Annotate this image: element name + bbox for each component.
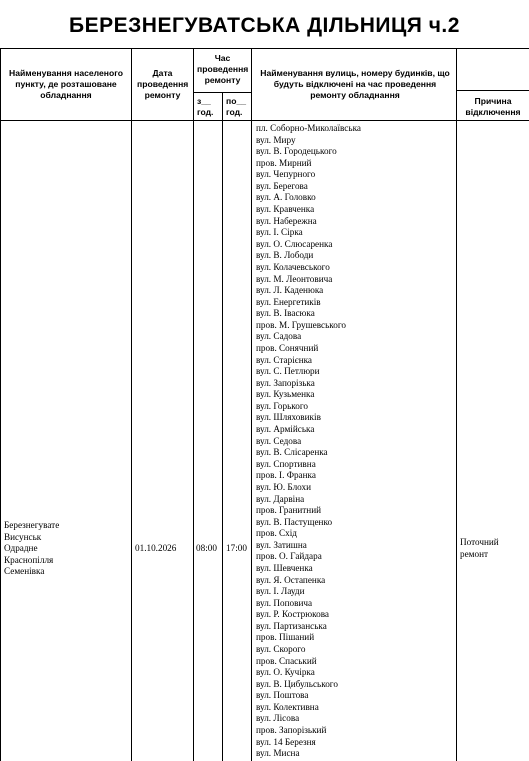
- street-item: вул. В. Городецького: [256, 146, 337, 157]
- reason-header-divider: [456, 90, 529, 91]
- time-from: 08:00: [196, 543, 217, 553]
- street-list: [256, 123, 456, 760]
- street-item: вул. А. Головко: [256, 192, 316, 203]
- street-item: вул. Енергетиків: [256, 296, 321, 307]
- time-header: Час проведення ремонту: [197, 53, 249, 85]
- street-item: вул. Поштова: [256, 690, 309, 701]
- col-divider-4: [251, 48, 252, 761]
- street-item: пров. І. Франка: [256, 470, 316, 481]
- reason-text: Поточний ремонт: [460, 537, 499, 559]
- street-item: вул. Армійська: [256, 424, 315, 435]
- settlement-header: Найменування населеного пункту, де розташоване обладнання: [9, 68, 123, 100]
- street-item: вул. Шевченка: [256, 562, 313, 573]
- street-item: вул. Поповича: [256, 597, 313, 608]
- street-item: вул. Миру: [256, 134, 296, 145]
- street-item: вул. Скорого: [256, 644, 306, 655]
- street-item: вул. Партизанська: [256, 620, 327, 631]
- street-item: вул. 14 Березня: [256, 736, 316, 747]
- settlement-item: Висунськ: [4, 531, 42, 542]
- street-item: вул. В. Цибульського: [256, 678, 338, 689]
- street-item: вул. Садова: [256, 331, 302, 342]
- settlement-item: Одрадне: [4, 543, 38, 554]
- street-item: вул. Горького: [256, 400, 308, 411]
- street-item: вул. Л. Каденюка: [256, 285, 324, 296]
- street-item: вул. Р. Кострюкова: [256, 609, 329, 620]
- street-item: вул. Запорізька: [256, 377, 315, 388]
- street-item: пров. Сонячний: [256, 342, 319, 353]
- date-header: Дата проведення ремонту: [137, 68, 189, 100]
- settlement-item: Семенівка: [4, 566, 45, 577]
- street-item: вул. В. Слісаренка: [256, 447, 328, 458]
- street-item: вул. Затишна: [256, 539, 307, 550]
- street-item: пров. Спаський: [256, 655, 317, 666]
- col-divider-5: [456, 48, 457, 761]
- street-item: вул. Ю. Блохи: [256, 481, 312, 492]
- street-item: вул. Я. Остапенка: [256, 574, 326, 585]
- street-item: вул. С. Петлюри: [256, 366, 320, 377]
- street-item: пров. О. Гайдара: [256, 551, 322, 562]
- table-border-left: [0, 48, 1, 761]
- street-item: пров. Схід: [256, 528, 297, 539]
- street-item: вул. В. Івасюка: [256, 308, 315, 319]
- street-item: вул. Седова: [256, 435, 302, 446]
- street-item: пл. Соборно-Миколаївська: [256, 123, 361, 133]
- street-item: вул. Берегова: [256, 180, 308, 191]
- street-item: вул. Дарвіна: [256, 493, 305, 504]
- page-title: БЕРЕЗНЕГУВАТСЬКА ДІЛЬНИЦЯ ч.2: [69, 14, 460, 37]
- street-item: вул. Колачевського: [256, 261, 330, 272]
- street-item: пров. Гранитний: [256, 505, 322, 516]
- col-divider-2: [193, 48, 194, 761]
- col-divider-3: [222, 92, 223, 761]
- street-item: пров. Запорізький: [256, 725, 327, 736]
- street-item: вул. В. Лободи: [256, 250, 314, 261]
- street-item: вул. Шляховиків: [256, 412, 321, 423]
- street-item: вул. Колективна: [256, 701, 319, 712]
- header-bottom-border: [0, 120, 529, 121]
- street-item: вул. О. Кучірка: [256, 667, 315, 678]
- time-from-header: з__ год.: [197, 96, 214, 117]
- street-item: вул. Кравченка: [256, 204, 315, 215]
- street-item: вул. В. Пастущенко: [256, 516, 333, 527]
- time-to-header: по__ год.: [226, 96, 246, 117]
- reason-header: Причина відключення: [465, 96, 521, 117]
- street-item: вул. Мисна: [256, 748, 300, 759]
- street-item: вул. М. Леонтовича: [256, 273, 333, 284]
- street-item: вул. І. Сірка: [256, 227, 303, 238]
- streets-header: Найменування вулиць, номеру будинків, що будуть відключені на час проведення ремонту обладнання: [260, 68, 450, 100]
- settlement-item: Березнегувате: [4, 520, 60, 530]
- street-item: пров. М. Грушевського: [256, 319, 347, 330]
- street-item: вул. Лісова: [256, 713, 300, 724]
- street-item: вул. Набережна: [256, 215, 317, 226]
- street-item: пров. Мирний: [256, 157, 312, 168]
- street-item: вул. Чепурного: [256, 169, 316, 180]
- time-to: 17:00: [226, 543, 247, 553]
- street-item: вул. Спортивна: [256, 458, 316, 469]
- street-item: вул. О. Слюсаренка: [256, 238, 333, 249]
- col-divider-1: [131, 48, 132, 761]
- settlement-item: Краснопілля: [4, 554, 54, 565]
- settlement-list: [4, 520, 129, 578]
- repair-date: 01.10.2026: [135, 543, 177, 553]
- street-item: пров. Пішаний: [256, 632, 315, 643]
- table-border-top: [0, 48, 529, 49]
- street-item: вул. І. Лауди: [256, 586, 305, 597]
- street-item: вул. Кузьменка: [256, 389, 315, 400]
- street-item: вул. Старієнка: [256, 354, 313, 365]
